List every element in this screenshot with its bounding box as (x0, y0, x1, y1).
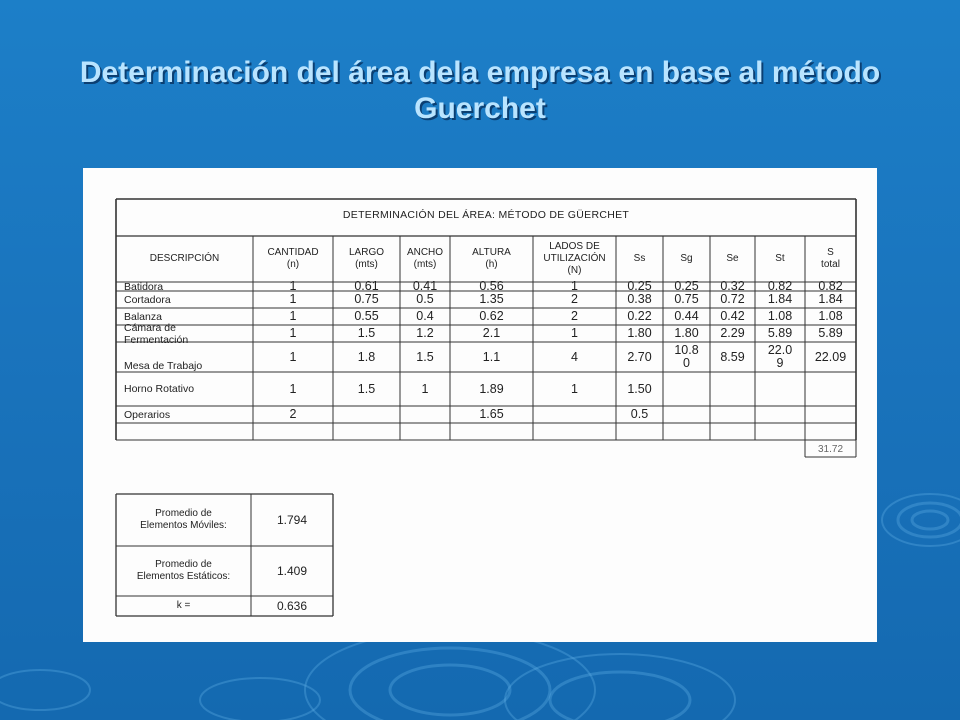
table-cell: 0.4 (416, 309, 434, 323)
table-cell: 1.35 (479, 292, 504, 306)
row-description: Horno Rotativo (124, 383, 195, 395)
table-cell: 2 (289, 407, 297, 421)
table-cell: 1.89 (479, 381, 504, 396)
row-description: Cámara de Fermentación (124, 321, 189, 346)
table-cell: 1.08 (818, 309, 843, 323)
table-cell: 0.82 (767, 279, 793, 293)
table-cell: 1.5 (357, 381, 376, 396)
table-title: DETERMINACIÓN DEL ÁREA: MÉTODO DE GÜERCHET (342, 209, 630, 221)
summary-label: Promedio de Elementos Móviles: (140, 508, 227, 531)
table-cell: 4 (571, 349, 578, 364)
row-description: Operarios (124, 408, 171, 421)
table-cell: 1.8 (357, 349, 376, 364)
table-cell: 1 (289, 279, 297, 293)
row-description: Mesa de Trabajo (124, 360, 203, 372)
table-cell (333, 406, 400, 423)
table-cell: 0.82 (818, 279, 843, 293)
table-cell: 0.22 (627, 309, 652, 323)
table-cell: 1.1 (482, 349, 501, 364)
table-cell: 1 (571, 381, 578, 396)
table-cell: 2.29 (720, 326, 745, 340)
column-header: ANCHO (mts) (406, 247, 444, 270)
table-cell (755, 406, 805, 423)
table-cell: 1.80 (627, 326, 652, 340)
column-header: Ss (633, 253, 646, 264)
summary-value: 1.794 (276, 513, 308, 527)
slide-title (40, 55, 920, 127)
table-cell: 0.72 (720, 292, 745, 306)
table-cell: 1 (571, 326, 578, 340)
table-cell: 1 (421, 381, 429, 396)
table-cell: 5.89 (818, 326, 843, 340)
column-header: S total (821, 247, 840, 270)
column-header: DESCRIPCIÓN (149, 253, 220, 264)
table-cell: 0.32 (720, 279, 745, 293)
table-cell (533, 406, 616, 423)
table-cell: 5.89 (767, 326, 793, 340)
table-cell: 0.44 (674, 309, 699, 323)
table-cell: 2 (571, 292, 578, 306)
table-cell: 1.84 (818, 292, 843, 306)
slide-title-line-2: Guerchet (414, 92, 546, 125)
table-cell (805, 406, 856, 423)
column-header: Sg (680, 253, 693, 264)
column-header: CANTIDAD (n) (267, 247, 319, 270)
table-cell: 1 (289, 326, 297, 340)
table-cell: 0.55 (354, 309, 379, 323)
table-cell (663, 406, 710, 423)
table-cell: 0.62 (479, 309, 504, 323)
table-cell: 22.0 9 (767, 343, 793, 370)
table-cell: 1.50 (627, 381, 652, 396)
table-cell: 0.5 (416, 292, 434, 306)
table-cell: 22.09 (814, 349, 847, 364)
column-header: Se (726, 253, 739, 264)
table-cell (755, 372, 805, 406)
table-cell: 0.75 (354, 292, 379, 306)
row-description: Batidora (124, 280, 164, 293)
table-cell: 1 (289, 309, 297, 323)
summary-value: 0.636 (276, 599, 308, 613)
table-cell: 0.5 (630, 407, 649, 421)
table-cell (663, 372, 710, 406)
table-cell (710, 406, 755, 423)
table-cell: 1.80 (674, 326, 699, 340)
table-cell: 0.38 (627, 292, 652, 306)
table-cell: 0.75 (674, 292, 699, 306)
table-cell: 1.08 (767, 309, 793, 323)
row-description: Cortadora (124, 293, 171, 306)
table-cell: 0.25 (674, 279, 699, 293)
table-cell: 1 (289, 349, 297, 364)
table-cell: 1 (571, 279, 578, 293)
table-cell: 1.65 (479, 407, 504, 421)
table-cell (710, 372, 755, 406)
row-description: Balanza (124, 310, 162, 323)
table-cell: 0.41 (412, 279, 438, 293)
table-cell: 0.61 (354, 279, 379, 293)
scanned-document (83, 168, 877, 642)
table-cell: 2.70 (627, 349, 652, 364)
table-cell: 2.1 (482, 326, 501, 340)
column-header: St (775, 253, 785, 264)
table-cell: 1.2 (416, 326, 434, 340)
table-cell: 1 (289, 292, 297, 306)
table-cell: 0.25 (627, 279, 652, 293)
table-cell: 0.56 (479, 279, 504, 293)
table-cell (400, 406, 450, 423)
table-cell: 1.84 (767, 292, 793, 306)
total-sum-value: 31.72 (817, 443, 844, 455)
table-cell: 1.5 (416, 349, 434, 364)
summary-label: Promedio de Elementos Estáticos: (136, 559, 231, 582)
column-header: ALTURA (h) (472, 247, 511, 270)
table-cell: 2 (571, 309, 578, 323)
table-cell: 0.42 (720, 309, 745, 323)
column-header: LADOS DE UTILIZACIÓN (N) (543, 241, 606, 276)
table-cell: 1 (289, 381, 297, 396)
summary-value: 1.409 (276, 564, 308, 578)
table-cell: 1.5 (357, 326, 376, 340)
table-cell (805, 372, 856, 406)
slide-title-line-1: Determinación del área dela empresa en base al método (79, 56, 881, 89)
summary-label: k = (176, 600, 191, 611)
table-cell: 10.8 0 (674, 343, 699, 370)
column-header: LARGO (mts) (348, 247, 384, 270)
table-cell: 8.59 (720, 349, 745, 364)
